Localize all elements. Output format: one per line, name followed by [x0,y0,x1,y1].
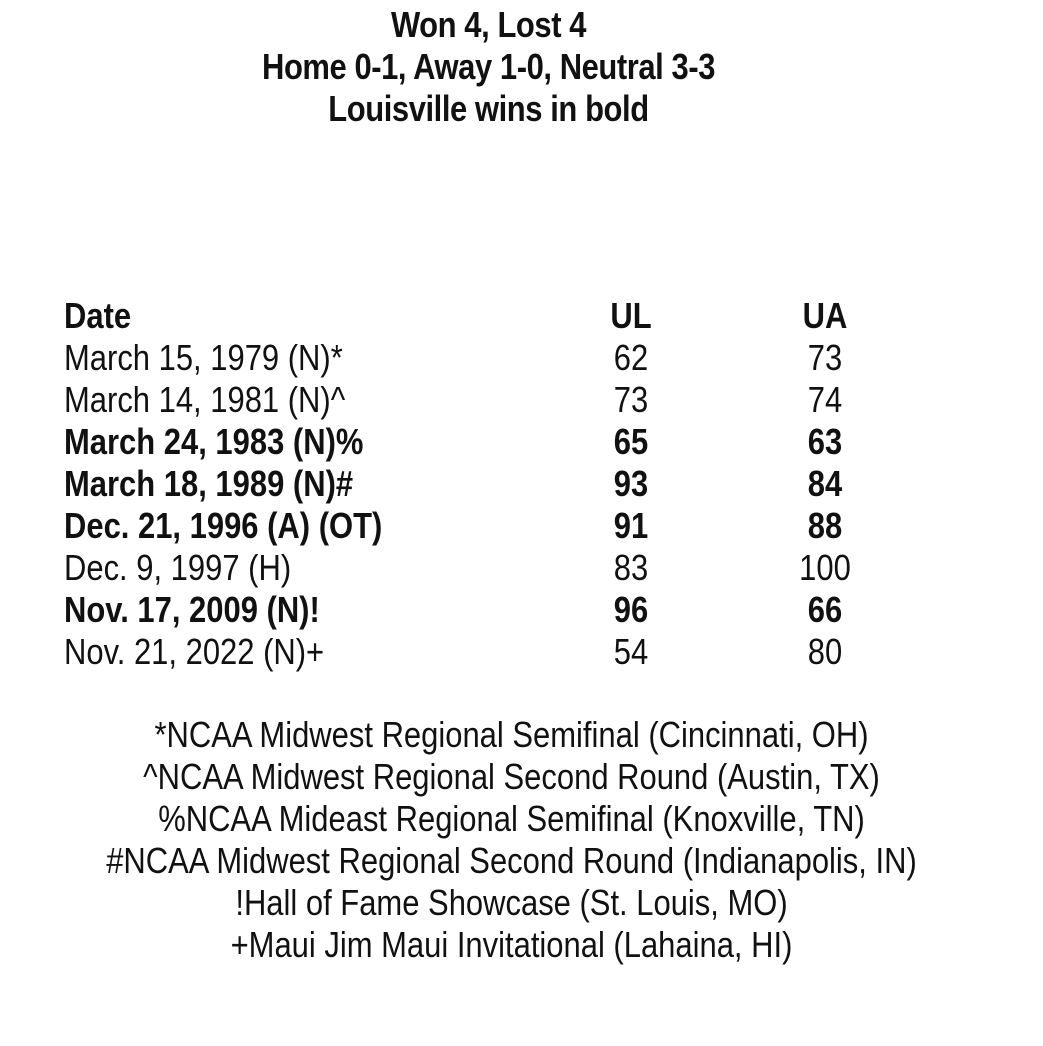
ua-score: 100 [799,547,851,588]
record-title: Won 4, Lost 4 [390,4,587,45]
ul-score: 73 [613,379,649,420]
table-row [64,421,904,463]
ua-score: 63 [807,421,843,462]
ul-score: 83 [613,547,649,588]
ul-score: 54 [613,631,649,672]
game-date: Nov. 17, 2009 (N)! [64,589,320,630]
ua-score: 66 [807,589,843,630]
table-row [64,463,904,505]
footnote: ^NCAA Midwest Regional Second Round (Austin, TX) [143,756,880,797]
ul-score: 65 [613,421,649,462]
series-header [0,4,977,130]
game-date: Dec. 9, 1997 (H) [64,547,292,588]
bold-legend-note: Louisville wins in bold [328,88,649,129]
ul-score: 62 [613,337,649,378]
game-date: March 18, 1989 (N)# [64,463,354,504]
game-date: March 15, 1979 (N)* [64,337,343,378]
ua-score: 84 [807,463,843,504]
footnote: +Maui Jim Maui Invitational (Lahaina, HI) [230,924,793,965]
table-row [64,337,904,379]
ua-score: 74 [807,379,843,420]
results-table [64,295,904,673]
ul-score: 91 [613,505,649,546]
game-date: March 14, 1981 (N)^ [64,379,346,420]
footnote: *NCAA Midwest Regional Semifinal (Cincinnati, OH) [154,714,869,755]
footnote: #NCAA Midwest Regional Second Round (Indianapolis, IN) [106,840,917,881]
table-row [64,505,904,547]
footnote: %NCAA Mideast Regional Semifinal (Knoxville, TN) [158,798,865,839]
column-header-ul: UL [610,295,652,336]
column-header-ua: UA [802,295,848,336]
footnote: !Hall of Fame Showcase (St. Louis, MO) [235,882,788,923]
table-row [64,547,904,589]
table-row [64,589,904,631]
game-date: March 24, 1983 (N)% [64,421,364,462]
ua-score: 73 [807,337,843,378]
game-date: Dec. 21, 1996 (A) (OT) [64,505,383,546]
ul-score: 93 [613,463,649,504]
ua-score: 88 [807,505,843,546]
table-header-row [64,295,904,337]
game-date: Nov. 21, 2022 (N)+ [64,631,325,672]
footnotes [0,714,1023,966]
splits-subtitle: Home 0-1, Away 1-0, Neutral 3-3 [262,46,715,87]
table-row [64,631,904,673]
table-row [64,379,904,421]
ua-score: 80 [807,631,843,672]
column-header-date: Date [64,295,132,336]
ul-score: 96 [613,589,649,630]
